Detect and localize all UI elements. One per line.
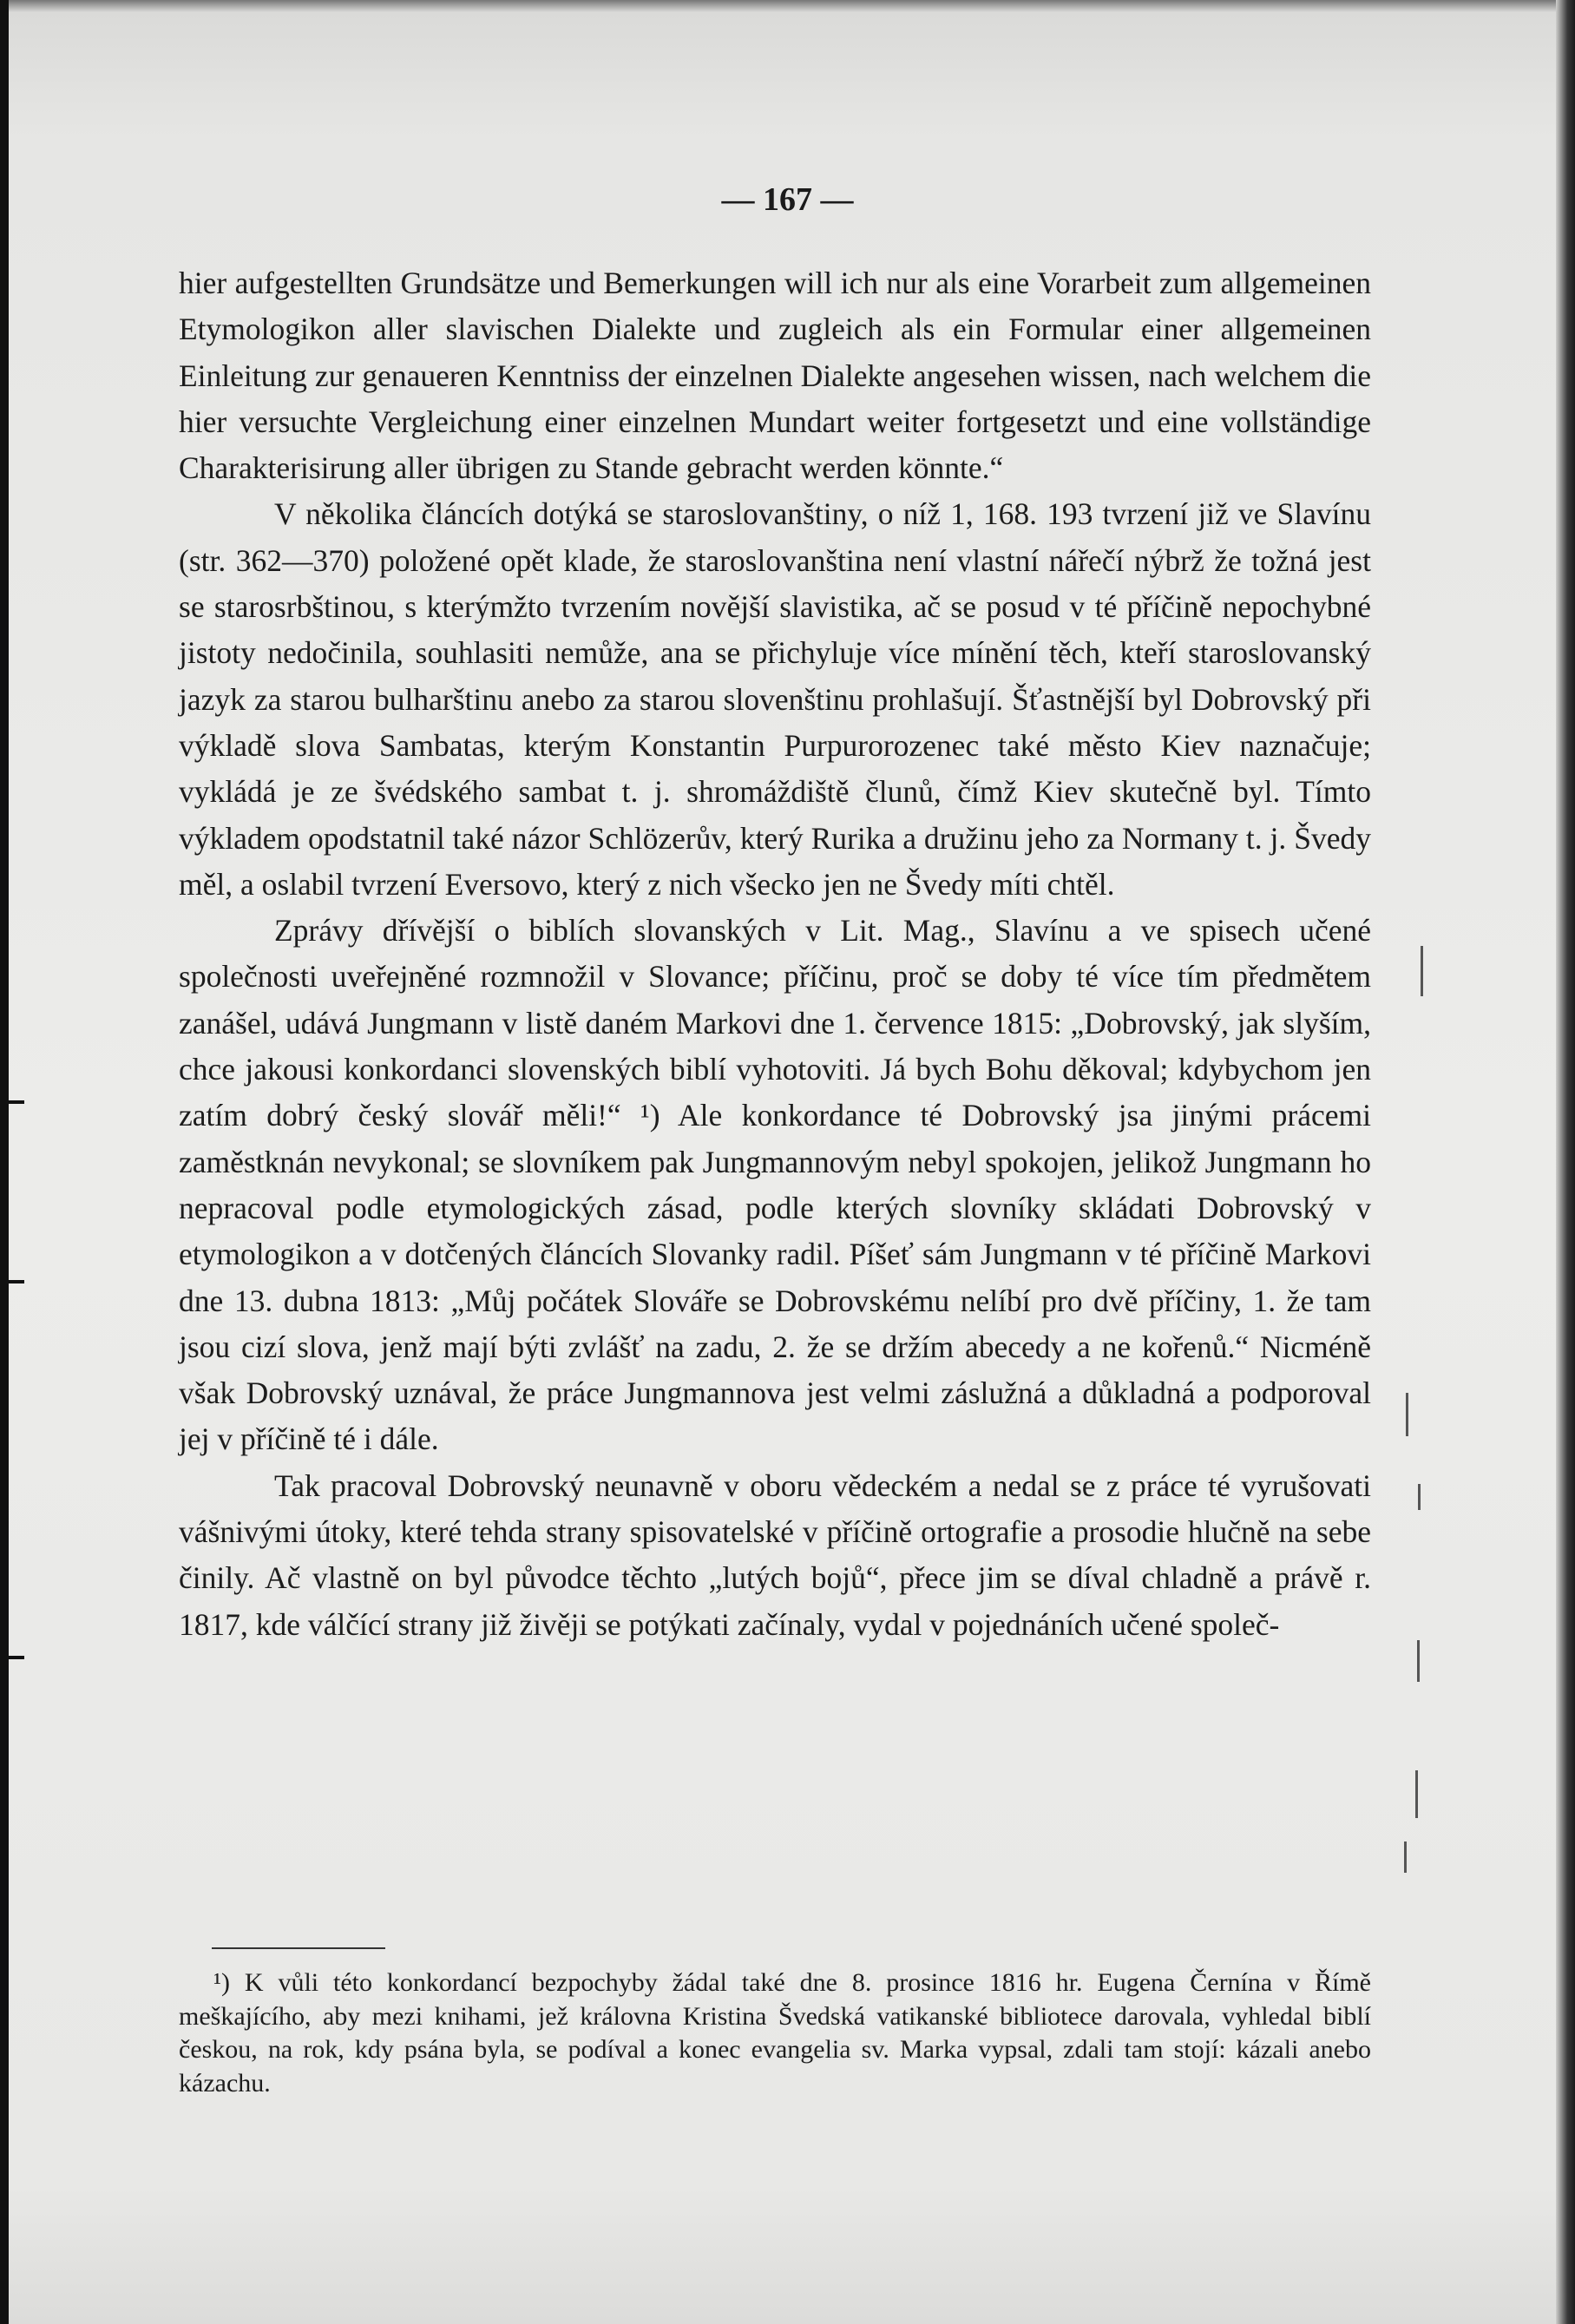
page-number: — 167 — (721, 181, 854, 218)
scan-top-shadow (0, 0, 1575, 12)
paragraph-2: V několika článcích dotýká se staroslovanštiny, o níž 1, 168. 193 tvrzení již ve Slavínu (str. 362—370) položené opět klade, že staroslovanština není vlastní nářečí nýbrž že tožná jest se starosrbštinou, s kterýmžto tvrzením novější slavistika, ač se posud v té příčině nepochybné jistoty nedočinila, souhlasiti nemůže, ana se přichyluje více mínění těch, kteří staroslovanský jazyk za starou bulharštinu anebo za starou slovenštinu prohlašují. Šťastnější byl Dobrovský při výkladě slova Sambatas, kterým Konstantin Purpurorozenec také město Kiev naznačuje; vykládá je ze švédského sambat t. j. shromáždiště člunů, čímž Kiev skutečně byl. Tímto výkladem opodstatnil také názor Schlözerův, který Rurika a družinu jeho za Normany t. j. Švedy měl, a oslabil tvrzení Eversovo, který z nich všecko jen ne Švedy míti chtěl. (179, 496, 1371, 902)
scan-right-edge (1556, 0, 1575, 2324)
footnote-text: ¹) K vůli této konkordancí bezpochyby žádal také dne 8. prosince 1816 hr. Eugena Černína v Římě meškajícího, aby mezi knihami, jež královna Kristina Švedská vatikanské bibliotece darovala, vyhledal biblí českou, na rok, kdy psána byla, se podíval a konec evangelia sv. Marka vypsal, zdali tam stojí: kázali anebo kázachu. (179, 1968, 1371, 2098)
footnote-divider (212, 1947, 385, 1949)
footnote (179, 1966, 1371, 2100)
body-text (179, 260, 1371, 1648)
scan-left-edge (0, 0, 9, 2324)
paragraph-3: Zprávy dřívější o biblích slovanských v Lit. Mag., Slavínu a ve spisech učené společnosti uveřejněné rozmnožil v Slovance; příčinu, proč se doby té více tím předmětem zanášel, udává Jungmann v listě daném Markovi dne 1. července 1815: „Dobrovský, jak slyším, chce jakousi konkordanci slovenských biblí vyhotoviti. Já bych Bohu děkoval; kdybychom jen zatím dobrý český slovář měli!“ ¹) Ale konkordance té Dobrovský jsa jinými prácemi zaměstknán nevykonal; se slovníkem pak Jungmannovým nebyl spokojen, jelikož Jungmann ho nepracoval podle etymologických zásad, podle kterých slovníky skládati Dobrovský v etymologikon a v dotčených článcích Slovanky radil. Píšeť sám Jungmann v té příčině Markovi dne 13. dubna 1813: „Můj počátek Slováře se Dobrovskému nelíbí pro dvě příčiny, 1. že tam jsou cizí slova, jenž mají býti zvlášť na zadu, 2. že se držím abecedy a ne kořenů.“ Nicméně však Dobrovský uznával, že práce Jungmannova jest velmi záslužná a důkladná a podporoval jej v příčině té i dále. (179, 913, 1371, 1457)
paragraph-4: Tak pracoval Dobrovský neunavně v oboru vědeckém a nedal se z práce té vyrušovati vášnivými útoky, které tehda strany spisovatelské v příčině ortografie a prosodie hlučně na sebe činily. Ač vlastně on byl původce těchto „lutých bojů“, přece jim se díval chladně a právě r. 1817, kde válčící strany již živěji se potýkati začínaly, vydal v pojednáních učené společ- (179, 1467, 1371, 1642)
paragraph-1: hier aufgestellten Grundsätze und Bemerkungen will ich nur als eine Vorarbeit zum allgemeinen Etymologikon aller slavischen Dialekte und zugleich als ein Formular einer allgemeinen Einleitung zur genaueren Kenntniss der einzelnen Dialekte angesehen wissen, nach welchem die hier versuchte Vergleichung einer einzelnen Mundart weiter fortgesetzt und eine vollständige Charakterisirung aller übrigen zu Stande gebracht werden könnte.“ (179, 266, 1371, 486)
